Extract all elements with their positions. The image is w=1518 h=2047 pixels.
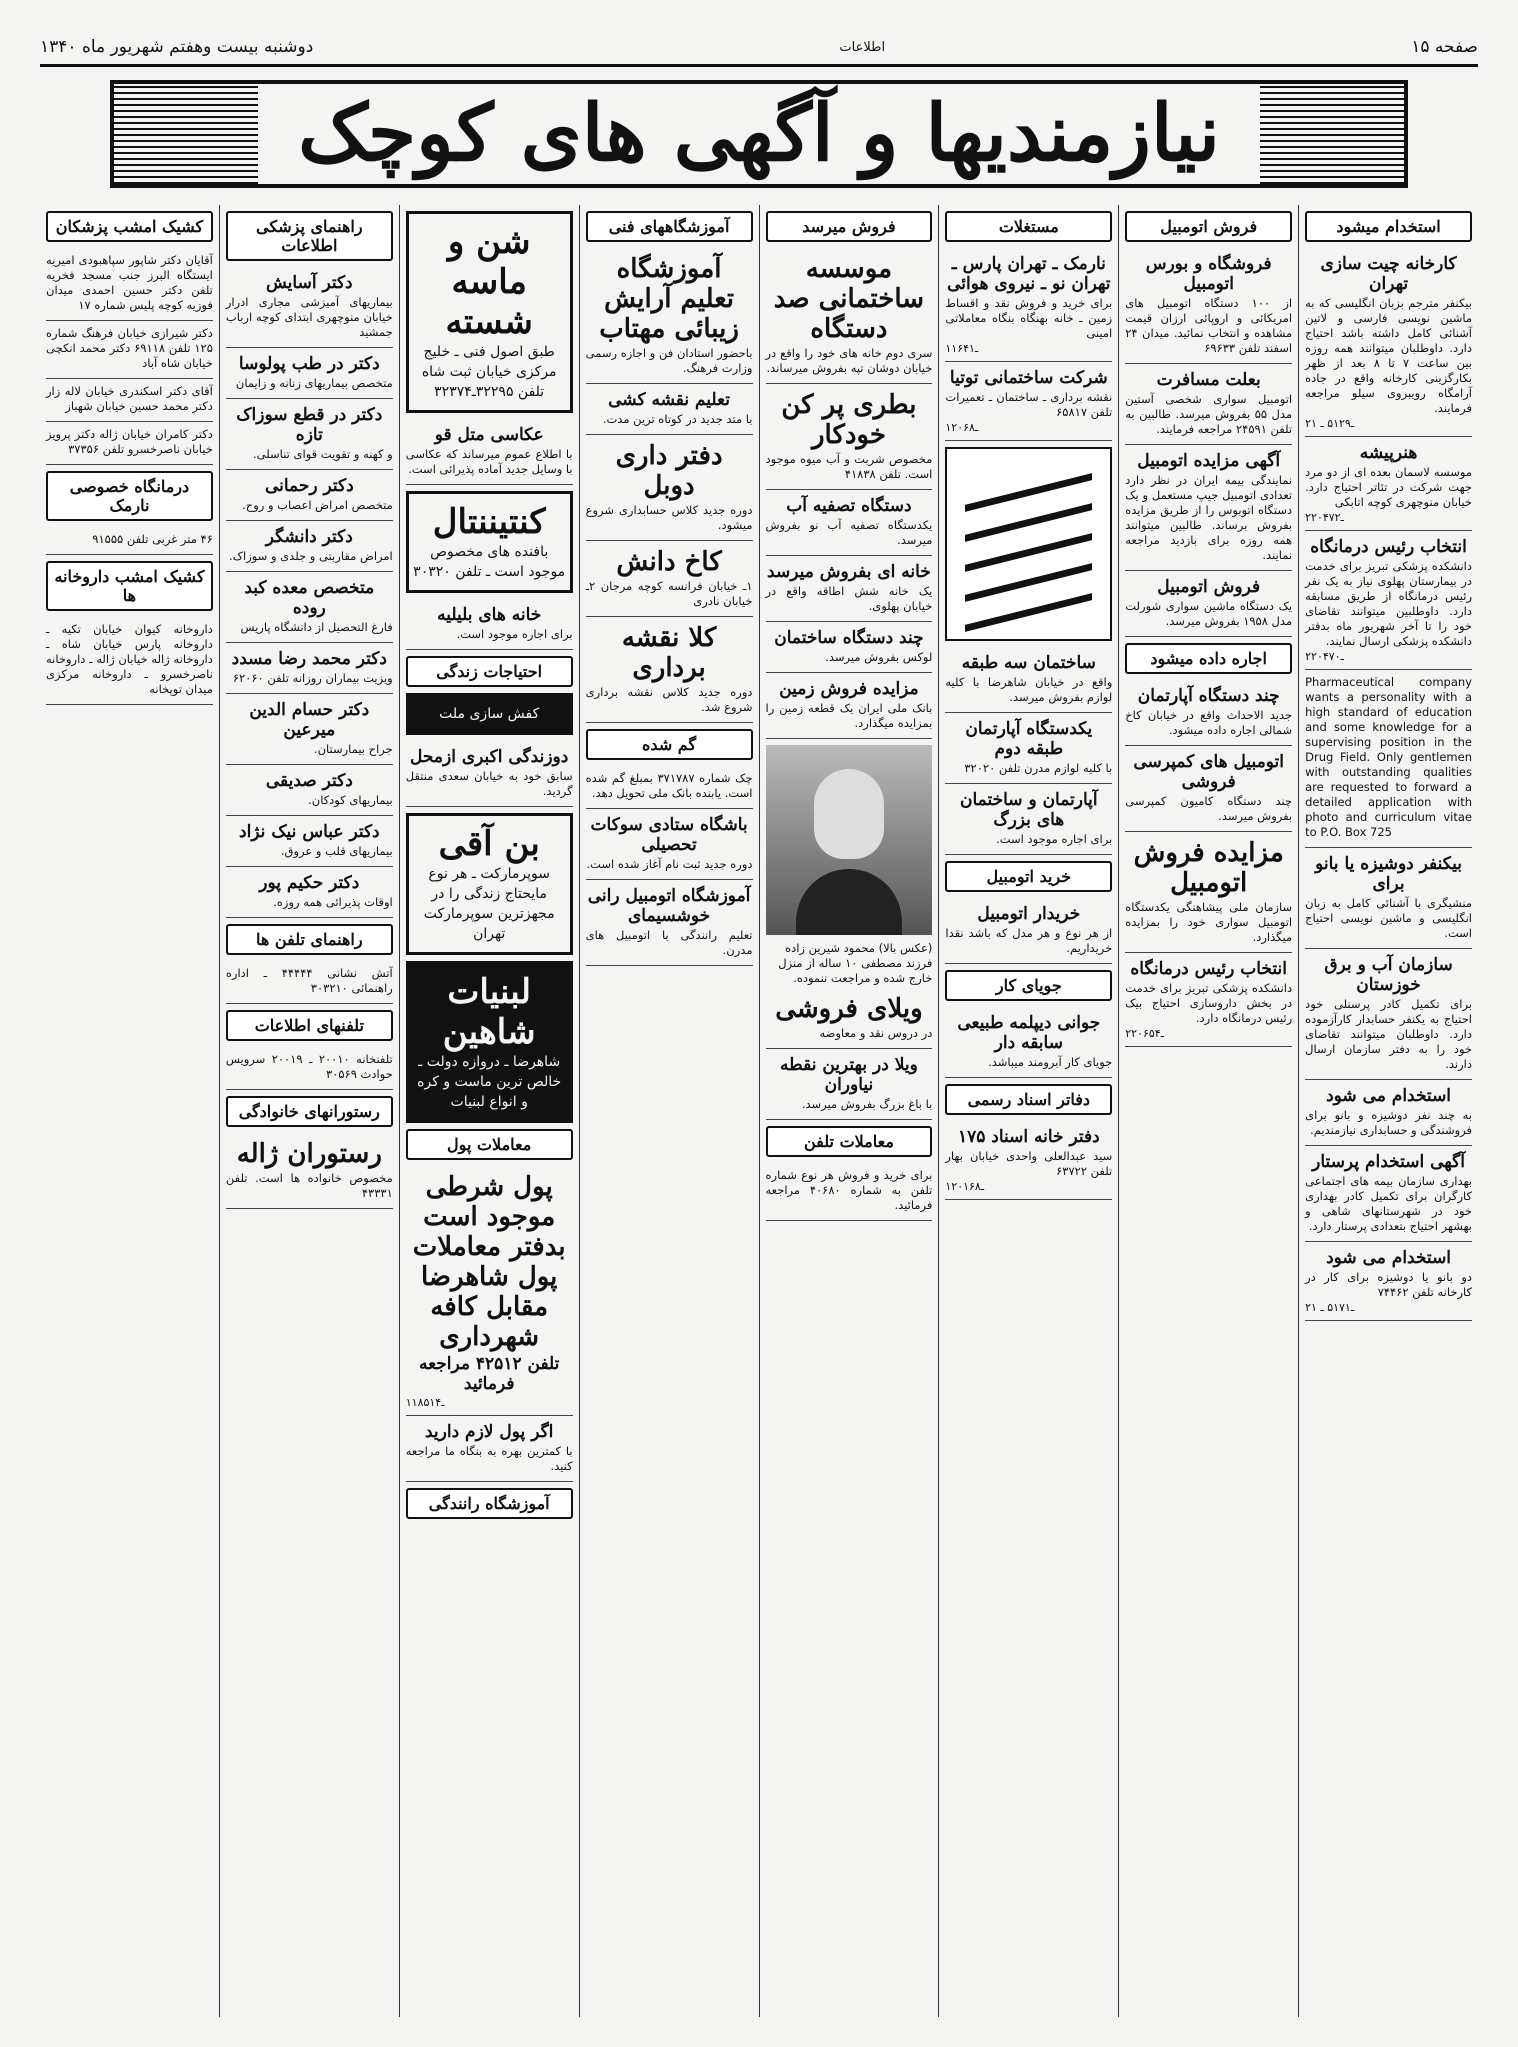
ad-title: مزایده فروش زمین (779, 679, 919, 699)
ad-title: فروشگاه و بورس اتومبیل (1145, 254, 1272, 294)
section-heading: اجاره داده میشود (1125, 643, 1292, 674)
classified-ad (226, 470, 393, 521)
ad-text: برای اجاره موجود است. (996, 832, 1113, 846)
column-car-sales (1118, 205, 1298, 2017)
classified-ad (766, 622, 933, 673)
publication-name: اطلاعات (839, 39, 886, 55)
classified-ad (226, 521, 393, 572)
classified-ad (766, 1163, 933, 1221)
ad-text: موسسه لاسمان بعده ای از دو مرد جهت شرکت در تئاتر احتیاج دارد. خیابان منوچهری کوچه اتابکی (1305, 465, 1472, 509)
section-heading: راهنمای تلفن ها (226, 924, 393, 955)
ad-text: ویزیت بیماران روزانه تلفن ۶۲۰۶۰ (232, 671, 393, 685)
ad-ref: ۱ـ۲۰۱۶۸ (945, 1180, 985, 1193)
classified-ad (1305, 1146, 1472, 1242)
ad-text: باحضور استادان فن و اجازه رسمی وزارت فرهنگ. (585, 346, 753, 375)
ad-text: بیماریهای قلب و عروق. (280, 844, 393, 858)
illustration-stripe (965, 593, 1092, 632)
section-heading: آموزشگاههای فنی (586, 211, 753, 242)
ad-text: دوره جدید کلاس حسابداری شروع میشود. (585, 503, 753, 532)
ad-title: جوانی دیپلمه طبیعی سابقه دار (957, 1013, 1101, 1053)
ad-text: نقشه برداری ـ ساختمان ـ تعمیرات تلفن ۶۵۸۱۷ (945, 390, 1113, 419)
ad-text: اتومبیل سواری شخصی آستین مدل ۵۵ بفروش میرسد. طالبین به تلفن ۲۴۵۹۱ مراجعه فرمایند. (1125, 392, 1293, 436)
ad-text: آقای دکتر اسکندری خیابان لاله زار دکتر محمد حسین خیابان شهباز (46, 384, 213, 413)
classified-ad (766, 1049, 933, 1120)
display-ad-title: کنتیننتال (432, 502, 546, 542)
section-heading: خرید اتومبیل (945, 861, 1112, 892)
ad-title: دکتر حسام الدین میرعین (249, 700, 370, 740)
display-ad-continental (406, 491, 573, 593)
display-ad-title: بن آقی (438, 824, 540, 864)
classified-ad (1125, 832, 1292, 953)
classified-ad (766, 988, 933, 1049)
classified-ad (1125, 364, 1292, 445)
ad-text: مخصوص شربت و آب میوه موجود است. تلفن ۴۱۸۳۸ (765, 452, 933, 481)
classified-ad (46, 527, 213, 555)
classified-ad (46, 422, 213, 465)
ad-title: دکتر آسایش (265, 273, 353, 293)
classified-ad (766, 490, 933, 556)
classified-ad (586, 617, 753, 723)
section-heading: دفاتر اسناد رسمی (945, 1084, 1112, 1115)
column-for-sale (759, 205, 939, 2017)
ad-text: بیکنفر مترجم بزبان انگلیسی که به ماشین نویسی فارسی و لاتین آشنائی کامل داشته باشد احتیاج دارد. داوطلبان میتوانند همه روزه بین ساعت ۷ تا ۸ بعد از ظهر بکارگزینی کارخانه واقع در جاده آرامگاه رویبروی سیلو مراجعه فرمایند. (1305, 296, 1473, 415)
ad-title-large: کاخ دانش (616, 547, 722, 577)
ad-text: بهداری سازمان بیمه های اجتماعی کارگران برای تکمیل کادر بهداری خود در شهرستانهای شاهی و بهشهر احتیاج بتعدادی پرستار دارد. (1305, 1174, 1472, 1233)
ad-title: بیکنفر دوشیزه یا بانو برای (1315, 854, 1462, 894)
ad-title-large: پول شرطی موجود است بدفتر معاملات پول شاهرضا مقابل کافه شهرداری (412, 1172, 566, 1352)
classified-ad (1305, 848, 1472, 949)
ad-title: انتخاب رئیس درمانگاه (1310, 537, 1467, 557)
ad-title: فروش اتومبیل (1157, 577, 1261, 597)
ad-text: بانک ملی ایران یک قطعه زمین را بمزایده میگذارد. (765, 701, 933, 730)
ad-text: لوکس بفروش میرسد. (825, 650, 933, 664)
display-ad-text: شاهرضا ـ دروازه دولت ـ خالص ترین ماست و کره و انواع لبنیات (417, 1054, 562, 1110)
section-heading: رستورانهای خانوادگی (226, 1096, 393, 1127)
ad-text: منشیگری با آشنائی کامل به زبان انگلیسی و ماشین نویسی احتیاج است. (1305, 896, 1472, 940)
ad-title: بعلت مسافرت (1156, 370, 1261, 390)
section-heading: درمانگاه خصوصی نارمک (46, 471, 213, 521)
section-heading: فروش میرسد (766, 211, 933, 242)
display-ad-title: شن و ماسه شسته (445, 222, 533, 342)
column-employment (1298, 205, 1478, 2017)
ad-text: از هر نوع و هر مدل که باشد نقدا خریداریم. (945, 926, 1113, 955)
classified-ad (226, 643, 393, 694)
section-heading: مستغلات (945, 211, 1112, 242)
ad-text: با باغ بزرگ بفروش میرسد. (801, 1097, 933, 1111)
classified-ad (945, 898, 1112, 964)
ad-title: کارخانه چیت سازی تهران (1320, 254, 1457, 294)
classified-ad (226, 816, 393, 867)
ad-text: دانشکده پزشکی تبریز برای خدمت در بیمارستان پهلوی نیاز به یک نفر رئیس درمانگاه از طریق مسابقه دارد. داوطلبین میتوانند تقاضای خود را تا آخر شهریور ماه بدفتر دانشکده پزشکی ارسال نمایند. (1305, 559, 1472, 648)
ad-title: دکتر در طب پولوسا (238, 354, 380, 374)
ad-text: مخصوص خانواده ها است. تلفن ۴۳۳۳۱ (225, 1171, 393, 1200)
ad-title-large: مزایده فروش اتومبیل (1133, 838, 1284, 898)
ad-title: خریدار اتومبیل (977, 904, 1081, 924)
display-ad-shoes (406, 693, 573, 735)
column-technical-schools (579, 205, 759, 2017)
section-heading: احتیاجات زندگی (406, 656, 573, 687)
ad-text: متخصص بیماریهای زنانه و زایمان (235, 376, 393, 390)
ad-title: آگهی استخدام پرستار (1312, 1152, 1465, 1172)
ad-text: در دروس نقد و معاوضه (819, 1026, 933, 1040)
display-ad-dairy (406, 961, 573, 1123)
ad-text: برای اجاره موجود است. (456, 627, 573, 641)
column-medical-guide (219, 205, 399, 2017)
ad-text: تعلیم رانندگی با اتومبیل های مدرن. (585, 928, 753, 957)
ad-phone: تلفن ۴۲۵۱۲ مراجعه فرمائید (418, 1354, 560, 1394)
classified-ad (226, 399, 393, 470)
classified-ad (226, 961, 393, 1004)
ad-title: دکتر حکیم پور (259, 873, 360, 893)
classified-ad (945, 713, 1112, 784)
classified-ad (226, 694, 393, 765)
ad-text: جویای کار آبرومند میباشد. (988, 1055, 1113, 1069)
issue-date: دوشنبه بیست وهفتم شهریور ماه ۱۳۴۰ (40, 37, 314, 57)
ad-title: آگهی مزایده اتومبیل (1137, 451, 1281, 471)
classified-ad (1125, 445, 1292, 571)
ad-title-large: آموزشگاه تعلیم آرایش زیبائی مهتاب (599, 254, 739, 344)
ad-text: ۱ـ خیابان فرانسه کوچه مرجان ۲ـ خیابان نادری (585, 579, 753, 608)
ad-text: ۴۶ متر غربی تلفن ۹۱۵۵۵ (92, 532, 213, 546)
ad-text: دکتر شیرازی خیابان فرهنگ شماره ۱۲۵ تلفن ۶۹۱۱۸ دکتر محمد انکچی خیابان شاه آباد (46, 326, 213, 370)
ad-title: استخدام می شود (1326, 1248, 1452, 1268)
ad-text: چند دستگاه کامیون کمپرسی بفروش میرسد. (1125, 794, 1293, 823)
ad-text: با متد جدید در کوتاه ترین مدت. (602, 412, 753, 426)
illustration-stripe (965, 503, 1092, 542)
ad-title: شرکت ساختمانی توتیا (949, 368, 1108, 388)
classified-ad (586, 248, 753, 384)
photo-caption: (عکس بالا) محمود شیرین زاده فرزند مصطفی ۱۰ ساله از منزل خارج شده و مراجعت ننموده. (778, 941, 933, 985)
classified-ad (1125, 746, 1292, 832)
ad-title: استخدام می شود (1326, 1086, 1452, 1106)
classified-ad (1305, 248, 1472, 437)
ad-title: باشگاه ستادی سوکات تحصیلی (590, 815, 748, 855)
page-number: صفحه ۱۵ (1411, 37, 1478, 57)
display-ad-text: کفش سازی ملت (439, 706, 540, 722)
classified-ad (46, 379, 213, 422)
classified-ad (586, 541, 753, 617)
ad-text: یک خانه شش اطاقه واقع در خیابان پهلوی. (765, 584, 933, 613)
ad-text: با کمترین بهره به بنگاه ما مراجعه کنید. (405, 1444, 573, 1473)
ad-text: دوره جدید کلاس نقشه برداری شروع شد. (585, 685, 753, 714)
section-heading: گم شده (586, 729, 753, 760)
ad-title: دستگاه تصفیه آب (786, 496, 912, 516)
ad-ref: ۲ـ۲۰۴۷۰ (1305, 650, 1344, 663)
classified-ad (226, 572, 393, 643)
ad-text: سری دوم خانه های خود را واقع در خیابان دوشان تپه بفروش میرساند. (765, 346, 933, 375)
ad-text: بیماریهای کودکان. (308, 793, 393, 807)
ad-title: هنرپیشه (1359, 443, 1418, 463)
ad-text: متخصص امراض اعصاب و روح. (242, 498, 393, 512)
classified-ad (226, 348, 393, 399)
column-display-ads (399, 205, 579, 2017)
classified-ad (46, 321, 213, 379)
ad-text: نمایندگی بیمه ایران در نظر دارد تعدادی اتومبیل جیپ مستعمل و یک دستگاه اتوبوس را از طریق مزایده بفروش برساند. طالبین میتوانند همه روزه برای بازدید مراجعه نمایند. (1125, 473, 1293, 562)
ad-text-english: Pharmaceutical company wants a personality with a high standard of education and some knowledge for a supervising position in the Drug Field. Only gentlemen with outstanding qualities are requested to forward a detailed application with photo and curriculum vitae to P.O. Box 725 (1305, 675, 1472, 839)
photo-shoulders (796, 869, 903, 935)
illustration-stripe (965, 473, 1092, 512)
ad-text: دوره جدید ثبت نام آغاز شده است. (586, 857, 753, 871)
classified-ad (406, 419, 573, 485)
ad-text: سازمان ملی پیشاهنگی یکدستگاه اتومبیل سواری خود را بمزایده میگذارد. (1125, 900, 1293, 944)
ad-text: جدید الاحداث واقع در خیابان کاخ شمالی اجاره داده میشود. (1125, 708, 1293, 737)
ad-columns (40, 205, 1478, 2017)
ad-title-large: کلا نقشه برداری (621, 623, 717, 683)
section-heading: کشیک امشب پزشکان (46, 211, 213, 242)
ad-text: با اطلاع عموم میرساند که عکاسی با وسایل جدید آماده پذیرائی است. (405, 447, 573, 476)
ad-text: آقایان دکتر شاپور سپاهبودی امیریه ایستگاه البرز جنب مسجد فخریه تلفن دکتر حسین احمدی میدان فوزیه کوچه پلیس شماره ۱۷ (46, 253, 213, 312)
page-header (40, 30, 1478, 67)
ad-title: دکتر عباس نیک نژاد (239, 822, 380, 842)
ad-ref: ۲ـ۲۰۶۵۴ (1125, 1027, 1164, 1040)
classified-ad (766, 556, 933, 622)
ad-text: دکتر کامران خیابان ژاله دکتر پرویز خیابان ناصرخسرو تلفن ۳۷۳۵۶ (46, 427, 213, 456)
classified-ad (406, 1166, 573, 1416)
ad-title: آپارتمان و ساختمان های بزرگ (959, 790, 1098, 830)
classified-ad (945, 647, 1112, 713)
classified-ad (1125, 953, 1292, 1047)
section-heading: فروش اتومبیل (1125, 211, 1292, 242)
ad-title: دکتر در قطع سوزاک تازه (236, 405, 383, 445)
ad-text: به چند نفر دوشیزه و بانو برای فروشندگی و حسابداری نیازمندیم. (1305, 1108, 1472, 1137)
classified-ad (1305, 949, 1472, 1080)
classified-ad (1125, 248, 1292, 364)
photo-head (814, 769, 884, 859)
classified-ad (46, 617, 213, 705)
ad-text: واقع در خیابان شاهرضا با کلیه لوازم بفروش میرسد. (945, 675, 1113, 704)
ad-ref: ۱ـ۱۶۴۱ (945, 342, 979, 355)
section-heading: استخدام میشود (1305, 211, 1472, 242)
ad-title: دکتر رحمانی (264, 476, 354, 496)
section-heading: کشیک امشب داروخانه ها (46, 561, 213, 611)
ad-text: یکدستگاه تصفیه آب نو بفروش میرسد. (765, 518, 933, 547)
ad-title: تعلیم نقشه کشی (608, 390, 730, 410)
ad-title: یکدستگاه آپارتمان طبقه دوم (965, 719, 1093, 759)
ad-ref: ۲ـ۵۱۷۱ ـ ۱ (1305, 1301, 1355, 1314)
section-heading: جویای کار (945, 970, 1112, 1001)
display-ad-text: بافنده های مخصوص موجود است ـ تلفن ۳۰۳۲۰ (413, 544, 566, 580)
ad-text: امراض مقاربتی و جلدی و سوزاک. (229, 549, 393, 563)
ad-title: نارمک ـ تهران پارس ـ تهران نو ـ نیروی هوائی (947, 254, 1111, 294)
classified-ad (226, 1047, 393, 1090)
ad-title-large: موسسه ساختمانی صد دستگاه (773, 254, 925, 344)
display-ad-supermarket (406, 813, 573, 955)
ad-text: بیماریهای آمیزشی مجاری ادرار خیابان منوچهری ابتدای کوچه ارباب جمشید (225, 295, 393, 339)
ad-title: عکاسی متل قو (434, 425, 544, 445)
ad-ref: ۲ـ۵۱۲۹ ـ ۱ (1305, 417, 1355, 430)
ad-ref: ۱ـ۱۸۵۱۴ (405, 1396, 445, 1409)
ad-text: دو بانو یا دوشیزه برای کار در کارخانه تلفن ۷۴۴۶۲ (1305, 1270, 1472, 1299)
classified-ad (766, 673, 933, 739)
ad-text: برای خرید و فروش هر نوع شماره تلفن به شماره ۴۰۶۸۰ مراجعه فرمائید. (765, 1168, 933, 1212)
ad-text: برای خرید و فروش نقد و اقساط زمین ـ خانه بهنگاه بنگاه معاملاتی امینی (945, 296, 1113, 340)
classified-ad (586, 880, 753, 966)
classified-ad (406, 1416, 573, 1482)
classified-ad (226, 867, 393, 918)
ad-text: فارغ التحصیل از دانشگاه پاریس (240, 620, 393, 634)
classified-ad (1125, 571, 1292, 637)
ad-text: تلفنخانه ۲۰۰۱۰ ـ ۲۰۰۱۹ سرویس حوادث ۳۰۵۶۹ (225, 1052, 393, 1081)
ad-title: چند دستگاه آپارتمان (1137, 686, 1280, 706)
ad-title: دکتر دانشگر (265, 527, 353, 547)
building-illustration (945, 447, 1112, 641)
classified-ad (945, 784, 1112, 855)
classified-ad (766, 384, 933, 490)
ad-title: دفتر خانه اسناد ۱۷۵ (957, 1127, 1100, 1147)
classified-ad (586, 809, 753, 880)
column-real-estate (938, 205, 1118, 2017)
ad-title: خانه ای بفروش میرسد (767, 562, 931, 582)
missing-person-photo (766, 745, 933, 935)
ad-title: ساختمان سه طبقه (961, 653, 1096, 673)
classified-ad (945, 362, 1112, 441)
classified-ad (406, 741, 573, 807)
classified-ad (226, 267, 393, 348)
classified-ad (1125, 680, 1292, 746)
ad-title: ویلا در بهترین نقطه نیاوران (780, 1055, 918, 1095)
classified-ad (406, 599, 573, 650)
ad-title-large: ویلای فروشی (775, 994, 923, 1024)
ad-title-large: دفتر داری دوبل (615, 441, 723, 501)
classified-ad (1305, 437, 1472, 531)
ad-text: داروخانه کیوان خیابان تکیه ـ داروخانه پارس خیابان شاه ـ داروخانه ژاله خیابان ژاله ـ داروخانه ناصرخسرو ـ داروخانه مرکزی میدان توپخانه (46, 622, 213, 696)
ad-text: دانشکده پزشکی تبریز برای خدمت در بخش داروسازی احتیاج بیک رئیس درمانگاه دارد. (1125, 981, 1293, 1025)
display-ad-text: طبق اصول فنی ـ خلیج مرکزی خیابان ثبت شاه (421, 344, 557, 380)
display-ad-title: لبنیات شاهین (442, 972, 536, 1052)
ad-text: با کلیه لوازم مدرن تلفن ۳۲۰۲۰ (964, 761, 1113, 775)
section-heading: تلفنهای اطلاعات (226, 1010, 393, 1041)
classified-ad (945, 248, 1112, 362)
ad-text: سابق خود به خیابان سعدی منتقل گردید. (405, 769, 573, 798)
classified-ad (766, 248, 933, 384)
section-banner (110, 80, 1408, 188)
classified-ad (226, 1133, 393, 1209)
classified-ad-english (1305, 670, 1472, 848)
column-on-call-doctors (40, 205, 219, 2017)
ad-text: از ۱۰۰ دستگاه اتومبیل های امریکائی و اروپائی ارزان قیمت مشاهده و انتخاب نمائید. میدان ۲۴ اسفند تلفن ۶۹۶۳۳ (1125, 296, 1293, 355)
ad-title-large: بطری پر کن خودکار (781, 390, 917, 450)
ad-title-large: رستوران ژاله (236, 1139, 382, 1169)
ad-text: اوقات پذیرائی همه روزه. (273, 895, 393, 909)
illustration-stripe (965, 563, 1092, 602)
section-heading: آموزشگاه رانندگی (406, 1488, 573, 1519)
ad-title: اتومبیل های کمپرسی فروشی (1133, 752, 1284, 792)
section-heading: معاملات تلفن (766, 1126, 933, 1157)
classified-ad (1305, 1242, 1472, 1321)
ad-text: یک دستگاه ماشین سواری شورلت مدل ۱۹۵۸ بفروش میرسد. (1125, 599, 1293, 628)
classified-ad (1305, 1080, 1472, 1146)
ad-title: خانه های بلیلیه (437, 605, 542, 625)
ad-text: چک شماره ۳۷۱۷۸۷ بمبلغ گم شده است. یابنده بانک ملی تحویل دهد. (585, 771, 753, 800)
ad-title: دوزندگی اکبری ازمحل (410, 747, 569, 767)
ad-title: چند دستگاه ساختمان (774, 628, 924, 648)
classified-ad (226, 765, 393, 816)
classified-ad (945, 1121, 1112, 1200)
ad-ref: ۲ـ۲۰۴۷۲ (1305, 511, 1344, 524)
display-ad-text: سوپرمارکت ـ هر نوع مایحتاج زندگی را در مجهزترین سوپرمارکت تهران (423, 866, 555, 942)
ad-text: سید عبدالعلی واحدی خیابان بهار تلفن ۶۳۷۲۲ (945, 1149, 1113, 1178)
illustration-stripe (965, 533, 1092, 572)
display-ad-phone: تلفن ۳۲۲۹۵ـ۳۲۳۷۴ (434, 384, 545, 400)
ad-text: برای تکمیل کادر پرسنلی خود احتیاج به یکنفر حسابدار کارآزموده دارد. داوطلبان میتوانند تقاضای خود را به دفتر سازمان ارسال دارند. (1305, 997, 1472, 1071)
classified-ad (586, 766, 753, 809)
ad-text: جراح بیمارستان. (313, 742, 393, 756)
classified-ad (586, 435, 753, 541)
ad-title: آموزشگاه اتومبیل رانی خوشسیمای (587, 886, 751, 926)
ad-title: سازمان آب و برق خوزستان (1324, 955, 1453, 995)
ad-title: اگر پول لازم دارید (424, 1422, 554, 1442)
ad-title: دکتر صدیقی (265, 771, 353, 791)
classified-ad (46, 248, 213, 321)
classified-ad (1305, 531, 1472, 670)
ad-title: دکتر محمد رضا مسدد (231, 649, 387, 669)
ad-ref: ۱ـ۲۰۶۸ (945, 421, 979, 434)
ad-title: انتخاب رئیس درمانگاه (1130, 959, 1287, 979)
ad-title: متخصص معده کبد روده (244, 578, 375, 618)
banner-title: نیازمندیها و آگهی های کوچک (258, 84, 1260, 184)
ad-text: آتش نشانی ۴۴۴۴۴ ـ اداره راهنمائی ۳۰۳۲۱۰ (225, 966, 393, 995)
classified-ad (586, 384, 753, 435)
classified-ad (945, 1007, 1112, 1078)
section-heading: راهنمای پزشکی اطلاعات (226, 211, 393, 261)
display-ad-sand (406, 211, 573, 413)
section-heading: معاملات پول (406, 1129, 573, 1160)
ad-text: و کهنه و تقویت قوای تناسلی. (253, 447, 393, 461)
